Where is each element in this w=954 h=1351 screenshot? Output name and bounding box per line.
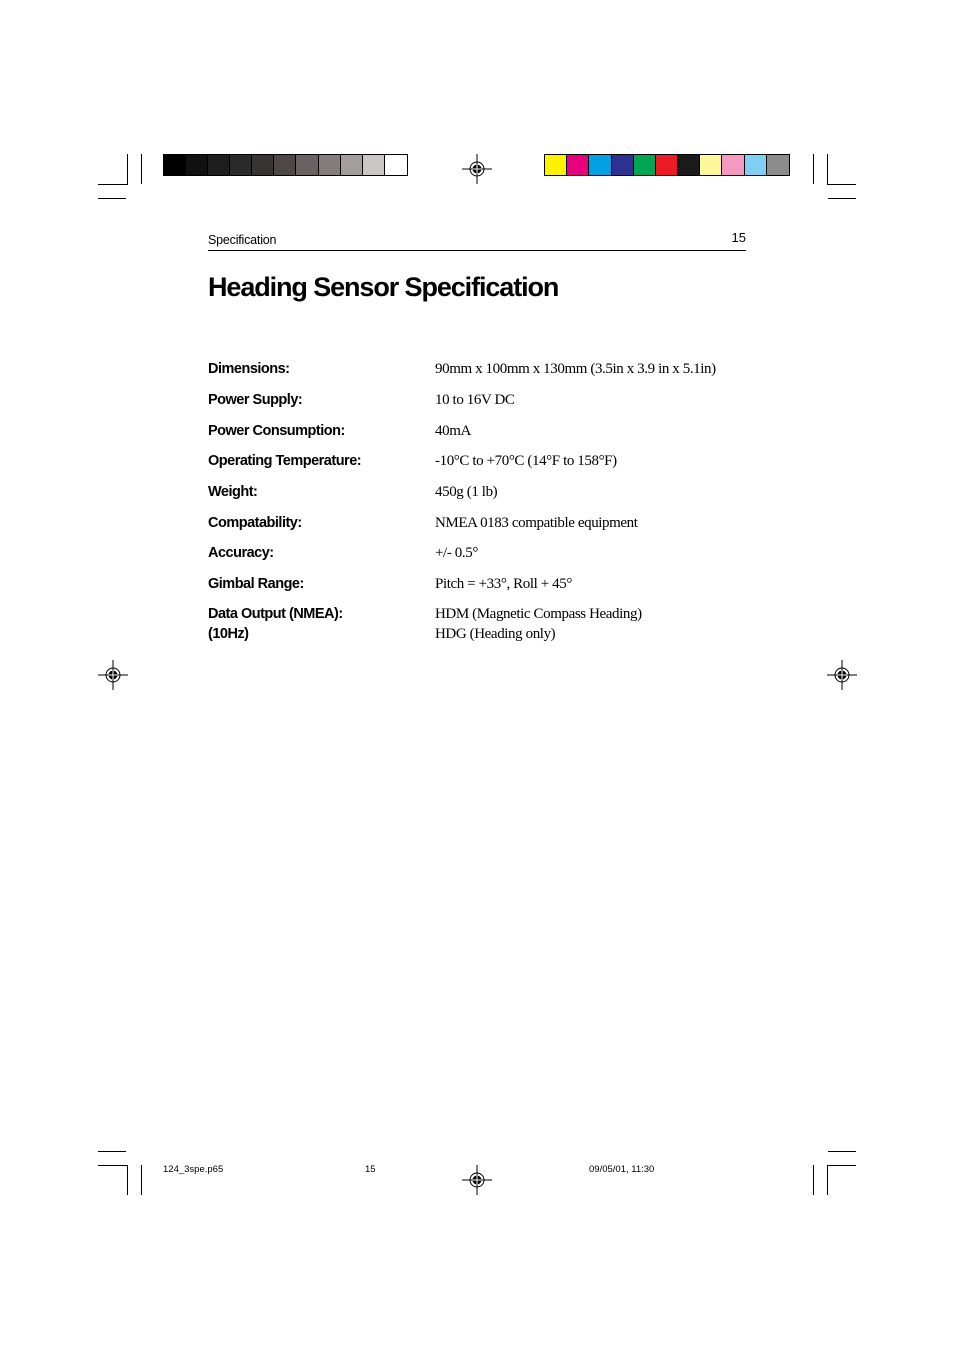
color-swatch bbox=[319, 155, 341, 175]
spec-label: Compatability: bbox=[208, 515, 302, 531]
color-swatch bbox=[634, 155, 656, 175]
color-bar bbox=[544, 154, 790, 176]
running-head: Specification bbox=[208, 233, 277, 247]
spec-label: Data Output (NMEA): (10Hz) bbox=[208, 606, 343, 642]
spec-value: NMEA 0183 compatible equipment bbox=[435, 515, 638, 531]
color-swatch bbox=[385, 155, 407, 175]
crop-mark bbox=[98, 1165, 128, 1166]
color-swatch bbox=[252, 155, 274, 175]
color-swatch bbox=[722, 155, 744, 175]
color-swatch bbox=[767, 155, 789, 175]
registration-mark-icon bbox=[462, 1165, 492, 1195]
color-swatch bbox=[186, 155, 208, 175]
color-swatch bbox=[745, 155, 767, 175]
spec-value: 40mA bbox=[435, 423, 471, 439]
crop-mark bbox=[827, 1165, 828, 1195]
registration-mark-icon bbox=[827, 660, 857, 690]
crop-mark bbox=[127, 154, 128, 184]
color-swatch bbox=[274, 155, 296, 175]
crop-mark bbox=[813, 154, 814, 184]
spec-value: -10°C to +70°C (14°F to 158°F) bbox=[435, 453, 617, 469]
spec-value: 450g (1 lb) bbox=[435, 484, 498, 500]
color-swatch bbox=[589, 155, 611, 175]
crop-mark bbox=[141, 1165, 142, 1195]
slug-datetime: 09/05/01, 11:30 bbox=[589, 1164, 655, 1175]
crop-mark bbox=[828, 198, 856, 199]
crop-mark bbox=[127, 1165, 128, 1195]
color-swatch bbox=[678, 155, 700, 175]
crop-mark bbox=[98, 184, 128, 185]
slug-filename: 124_3spe.p65 bbox=[163, 1164, 224, 1175]
registration-mark-icon bbox=[462, 154, 492, 184]
crop-mark bbox=[827, 184, 856, 185]
color-swatch bbox=[230, 155, 252, 175]
color-swatch bbox=[567, 155, 589, 175]
crop-mark bbox=[98, 1151, 126, 1152]
page-number: 15 bbox=[731, 230, 746, 245]
registration-mark-icon bbox=[98, 660, 128, 690]
spec-label: Accuracy: bbox=[208, 545, 274, 561]
color-swatch bbox=[164, 155, 186, 175]
crop-mark bbox=[827, 1165, 856, 1166]
spec-label: Operating Temperature: bbox=[208, 453, 362, 469]
color-swatch bbox=[545, 155, 567, 175]
spec-label: Dimensions: bbox=[208, 361, 290, 377]
color-swatch bbox=[700, 155, 722, 175]
crop-mark bbox=[827, 154, 828, 184]
grayscale-bar bbox=[163, 154, 408, 176]
spec-value: Pitch = +33°, Roll + 45° bbox=[435, 576, 572, 592]
color-swatch bbox=[296, 155, 318, 175]
color-swatch bbox=[341, 155, 363, 175]
crop-mark bbox=[98, 198, 126, 199]
color-swatch bbox=[656, 155, 678, 175]
crop-mark bbox=[813, 1165, 814, 1195]
color-swatch bbox=[208, 155, 230, 175]
page-title: Heading Sensor Specification bbox=[208, 272, 559, 302]
color-swatch bbox=[612, 155, 634, 175]
spec-label: Gimbal Range: bbox=[208, 576, 304, 592]
spec-label: Weight: bbox=[208, 484, 258, 500]
crop-mark bbox=[828, 1151, 856, 1152]
color-swatch bbox=[363, 155, 385, 175]
slug-page: 15 bbox=[365, 1164, 376, 1175]
spec-value: 10 to 16V DC bbox=[435, 392, 515, 408]
spec-label: Power Consumption: bbox=[208, 423, 345, 439]
crop-mark bbox=[141, 154, 142, 184]
spec-value: +/- 0.5° bbox=[435, 545, 478, 561]
spec-value: HDM (Magnetic Compass Heading) HDG (Heading only) bbox=[435, 606, 642, 642]
spec-value: 90mm x 100mm x 130mm (3.5in x 3.9 in x 5.1in) bbox=[435, 361, 716, 377]
spec-label: Power Supply: bbox=[208, 392, 303, 408]
header-rule bbox=[208, 250, 746, 251]
